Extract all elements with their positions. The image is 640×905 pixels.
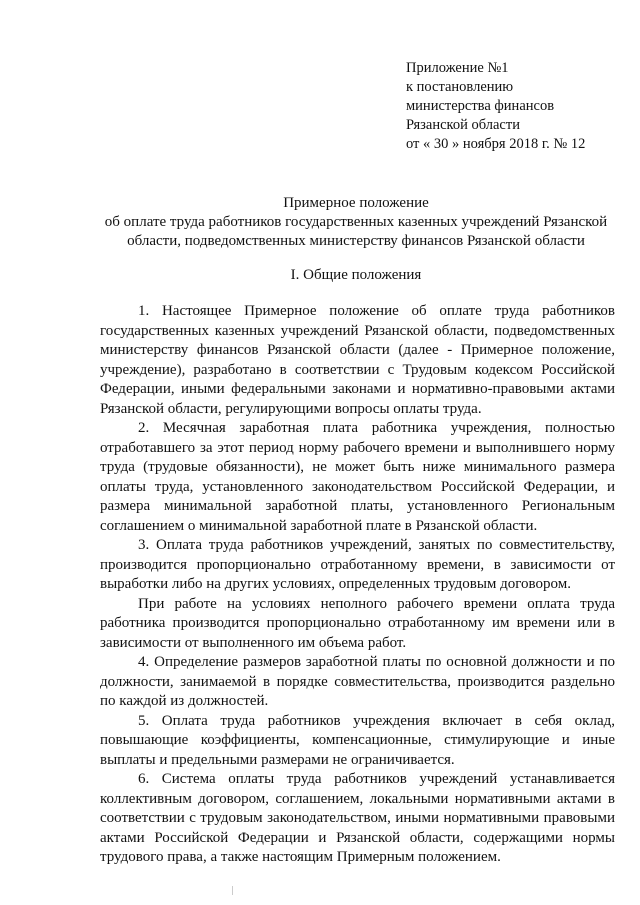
paragraph-4: 4. Определение размеров заработной платы по основной должности и по должности, занимаемой в порядке совместительства, производится раздельно по каждой из должностей.	[100, 654, 615, 709]
document-title	[96, 194, 616, 251]
annex-date-line: от « 30 » ноября 2018 г. № 12	[406, 136, 586, 152]
title-line: Примерное положение	[283, 195, 429, 211]
paragraph-3-continued: При работе на условиях неполного рабочего времени оплата труда работника производится пропорционально отработанному им времени или в зависимости от выполненного им объема работ.	[100, 595, 615, 651]
annex-line: к постановлению	[406, 79, 514, 95]
annex-line: Рязанской области	[406, 117, 520, 133]
document-body	[100, 302, 615, 868]
paragraph-3: 3. Оплата труда работников учреждений, занятых по совместительству, производится пропорционально отработанному времени, в зависимости от выработки либо на других условиях, определенных трудовым договором.	[100, 537, 615, 592]
annex-line: Приложение №1	[406, 60, 509, 76]
paragraph-5: 5. Оплата труда работников учреждения включает в себя оклад, повышающие коэффициенты, компенсационные, стимулирующие и иные выплаты и предельными размерами не ограничивается.	[100, 712, 615, 768]
annex-line: министерства финансов	[406, 98, 555, 114]
annex-header	[406, 59, 626, 154]
paragraph-2: 2. Месячная заработная плата работника учреждения, полностью отработавшего за этот период норму рабочего времени и выполнившего норму труда (трудовые обязанности), не может быть ниже минимального размера оплаты труда, установленного законодательством Российской Федерации, и размера минимальной заработной платы, установленного Региональным соглашением о минимальной заработной плате в Рязанской области.	[100, 420, 615, 534]
title-line: области, подведомственных министерству финансов Рязанской области	[127, 233, 585, 249]
title-line: об оплате труда работников государственных казенных учреждений Рязанской	[104, 214, 608, 230]
section-heading: I. Общие положения	[290, 267, 422, 283]
paragraph-6: 6. Система оплаты труда работников учреждений устанавливается коллективным договором, соглашением, локальными нормативными актами в соответствии с трудовым законодательством, иными нормативными правовыми актами Российской Федерации и Рязанской области, содержащими нормы трудового права, а также настоящим Примерным положением.	[100, 771, 615, 865]
scan-mark	[232, 886, 233, 895]
paragraph-1: 1. Настоящее Примерное положение об оплате труда работников государственных казенных учреждений Рязанской области, подведомственных министерству финансов Рязанской области (далее - Примерное положение, учреждение), разработано в соответствии с Трудовым кодексом Российской Федерации, иными федеральными законами и нормативно-правовыми актами Рязанской области, регулирующими вопросы оплаты труда.	[100, 303, 615, 417]
